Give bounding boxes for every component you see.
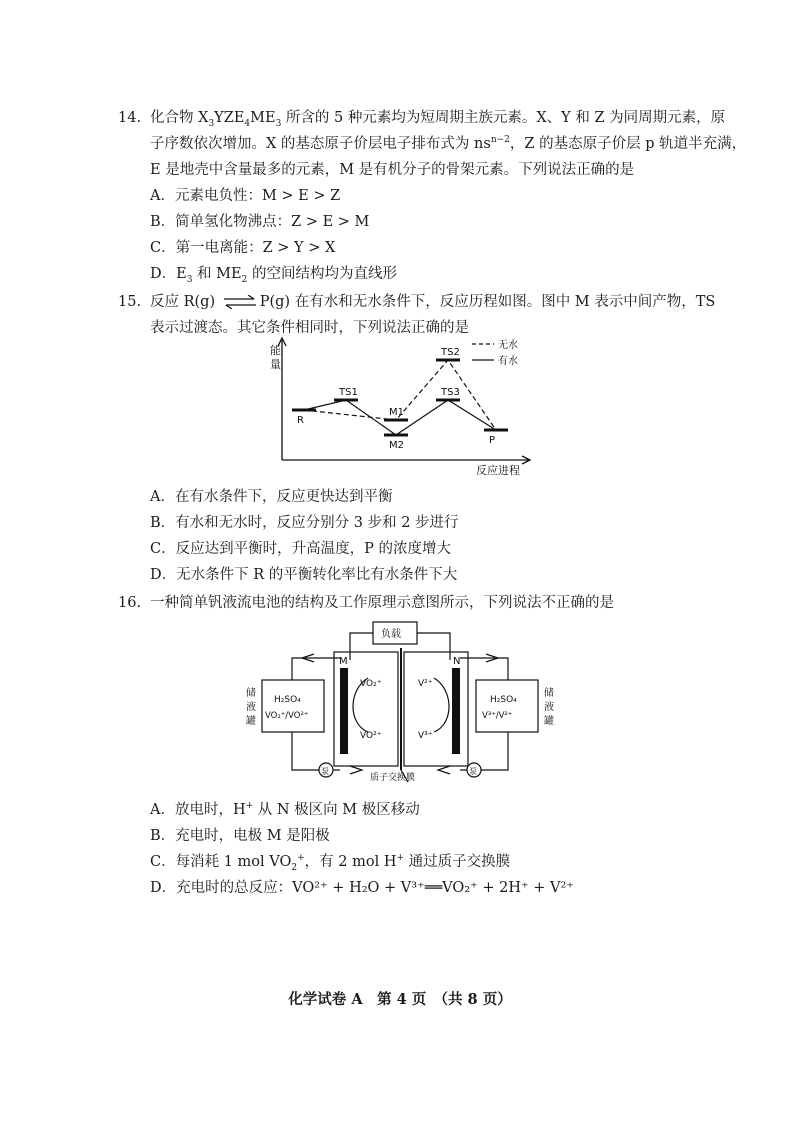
q14-text: 和 ME bbox=[192, 266, 242, 282]
q14-text: 子序数依次增加。X 的基态原子价层电子排布式为 ns bbox=[150, 136, 491, 152]
point-label-m1: M1 bbox=[389, 407, 404, 418]
q14-sub: 2 bbox=[241, 274, 248, 285]
left-tank-line-2: VO₂⁺/VO²⁺ bbox=[265, 711, 309, 721]
flow-arrow-left-bottom-icon bbox=[350, 766, 362, 774]
q14-sup: n−2 bbox=[490, 135, 510, 146]
right-tank-line-2: V³⁺/V²⁺ bbox=[482, 711, 513, 721]
point-label-ts1: TS1 bbox=[339, 387, 358, 398]
q15-stem-line-2: 表示过渡态。其它条件相同时，下列说法正确的是 bbox=[150, 320, 469, 336]
right-tank-side-char: 液 bbox=[544, 702, 554, 713]
q14-stem-line-1 bbox=[118, 108, 725, 128]
q14-text: ，Z 的基态原子价层 p 轨道半充满， bbox=[509, 136, 747, 152]
q15-number: 15. bbox=[118, 294, 142, 310]
right-tank bbox=[476, 680, 538, 732]
electrode-n bbox=[452, 668, 460, 754]
left-tank bbox=[262, 680, 324, 732]
q16-text: 通过质子交换膜 bbox=[404, 854, 511, 870]
q16-option-c bbox=[150, 852, 510, 872]
electrode-n-label: N bbox=[453, 656, 461, 667]
q16-option-d: D．充电时的总反应：VO²⁺ + H₂O + V³⁺══VO₂⁺ + 2H⁺ + V²⁺ bbox=[150, 880, 574, 896]
left-tank-side-char: 液 bbox=[246, 702, 256, 713]
wire-right bbox=[417, 633, 450, 660]
pump-left-label: 泵 bbox=[321, 767, 329, 776]
left-tank-line-1: H₂SO₄ bbox=[274, 695, 301, 705]
legend-label-no-water: 无水 bbox=[498, 340, 518, 351]
membrane-label: 质子交换膜 bbox=[370, 773, 416, 783]
q16-text: 从 N 极区向 M 极区移动 bbox=[253, 802, 420, 818]
q14-text: 的空间结构均为直线形 bbox=[247, 266, 397, 282]
point-label-ts3: TS3 bbox=[441, 387, 460, 398]
page-footer: 化学试卷 A 第 4 页 （共 8 页） bbox=[288, 991, 512, 1008]
vanadium-flow-battery-diagram bbox=[240, 620, 570, 790]
q16-number: 16. bbox=[118, 595, 142, 611]
point-label-p: P bbox=[489, 435, 496, 446]
q16-option-a bbox=[150, 800, 420, 820]
left-tank-side-char: 罐 bbox=[246, 716, 256, 727]
q14-number: 14. bbox=[118, 110, 142, 126]
electrode-m bbox=[340, 668, 348, 754]
y-axis-label-char: 量 bbox=[270, 358, 281, 371]
q14-sub: 3 bbox=[186, 274, 193, 285]
q15-text: 反应 R(g) bbox=[150, 294, 216, 310]
q14-text: 化合物 X bbox=[150, 110, 209, 126]
right-top-ion: V²⁺ bbox=[418, 679, 433, 689]
right-bottom-ion: V³⁺ bbox=[418, 731, 433, 741]
q16-sub: 2 bbox=[291, 862, 298, 873]
left-bottom-ion: VO²⁺ bbox=[360, 731, 382, 741]
right-curved-arrow-icon bbox=[434, 678, 449, 732]
q14-option-a: A．元素电负性：M > E > Z bbox=[150, 188, 341, 204]
q16-text: ，有 2 mol H bbox=[304, 854, 397, 870]
legend-label-with-water: 有水 bbox=[498, 356, 518, 367]
x-axis-label: 反应进程 bbox=[476, 464, 520, 477]
q14-text: 所含的 5 种元素均为短周期主族元素。X、Y 和 Z 为同周期元素，原 bbox=[281, 110, 726, 126]
right-tank-line-1: H₂SO₄ bbox=[490, 695, 517, 705]
point-label-ts2: TS2 bbox=[441, 347, 460, 358]
equilibrium-arrow-icon bbox=[222, 295, 258, 309]
q16-text: A．放电时，H bbox=[150, 802, 246, 818]
pump-right-label: 泵 bbox=[469, 767, 477, 776]
right-tank-side-char: 储 bbox=[544, 688, 554, 699]
q14-stem-line-2 bbox=[150, 134, 746, 154]
pipe-right-bottom bbox=[460, 732, 508, 770]
q14-sub: 4 bbox=[244, 118, 251, 129]
q14-option-c: C．第一电离能：Z > Y > X bbox=[150, 240, 336, 256]
pipe-left-bottom bbox=[292, 732, 340, 770]
q16-sup: + bbox=[396, 853, 405, 864]
q16-sup: + bbox=[245, 801, 254, 812]
pipe-right-top bbox=[460, 658, 508, 680]
q14-option-b: B．简单氢化物沸点：Z > E > M bbox=[150, 214, 370, 230]
q14-text: D．E bbox=[150, 266, 187, 282]
q16-text: 一种简单钒液流电池的结构及工作原理示意图所示，下列说法不正确的是 bbox=[150, 595, 614, 611]
q14-sub: 3 bbox=[275, 118, 282, 129]
q14-sub: 3 bbox=[208, 118, 215, 129]
q15-option-c: C．反应达到平衡时，升高温度，P 的浓度增大 bbox=[150, 541, 451, 557]
q16-text: C．每消耗 1 mol VO bbox=[150, 854, 292, 870]
q15-option-a: A．在有水条件下，反应更快达到平衡 bbox=[150, 489, 393, 505]
q16-stem bbox=[118, 593, 614, 613]
left-top-ion: VO₂⁺ bbox=[360, 679, 382, 689]
q14-text: ME bbox=[250, 110, 276, 126]
q15-text: P(g) 在有水和无水条件下，反应历程如图。图中 M 表示中间产物，TS bbox=[259, 294, 716, 310]
right-tank-side-char: 罐 bbox=[544, 716, 554, 727]
q14-stem-line-3: E 是地壳中含量最多的元素，M 是有机分子的骨架元素。下列说法正确的是 bbox=[150, 162, 635, 178]
electrode-m-label: M bbox=[339, 656, 348, 667]
pipe-left-top bbox=[292, 658, 340, 680]
chart-marks bbox=[292, 347, 508, 451]
load-label: 负载 bbox=[381, 629, 401, 640]
q14-text: YZE bbox=[214, 110, 245, 126]
q14-option-d bbox=[150, 264, 397, 284]
flow-arrow-right-bottom-icon bbox=[438, 766, 450, 774]
q16-sup: + bbox=[297, 853, 305, 864]
point-label-m2: M2 bbox=[389, 440, 404, 451]
q16-option-b: B．充电时，电极 M 是阳极 bbox=[150, 828, 330, 844]
energy-profile-chart bbox=[268, 332, 548, 482]
q15-option-b: B．有水和无水时，反应分别分 3 步和 2 步进行 bbox=[150, 515, 459, 531]
q15-stem-line-1 bbox=[118, 292, 715, 312]
left-tank-side-char: 储 bbox=[246, 688, 256, 699]
y-axis-label-char: 能 bbox=[270, 344, 281, 357]
q15-option-d: D．无水条件下 R 的平衡转化率比有水条件下大 bbox=[150, 567, 458, 583]
point-label-r: R bbox=[297, 415, 304, 426]
wire-left bbox=[350, 633, 373, 660]
